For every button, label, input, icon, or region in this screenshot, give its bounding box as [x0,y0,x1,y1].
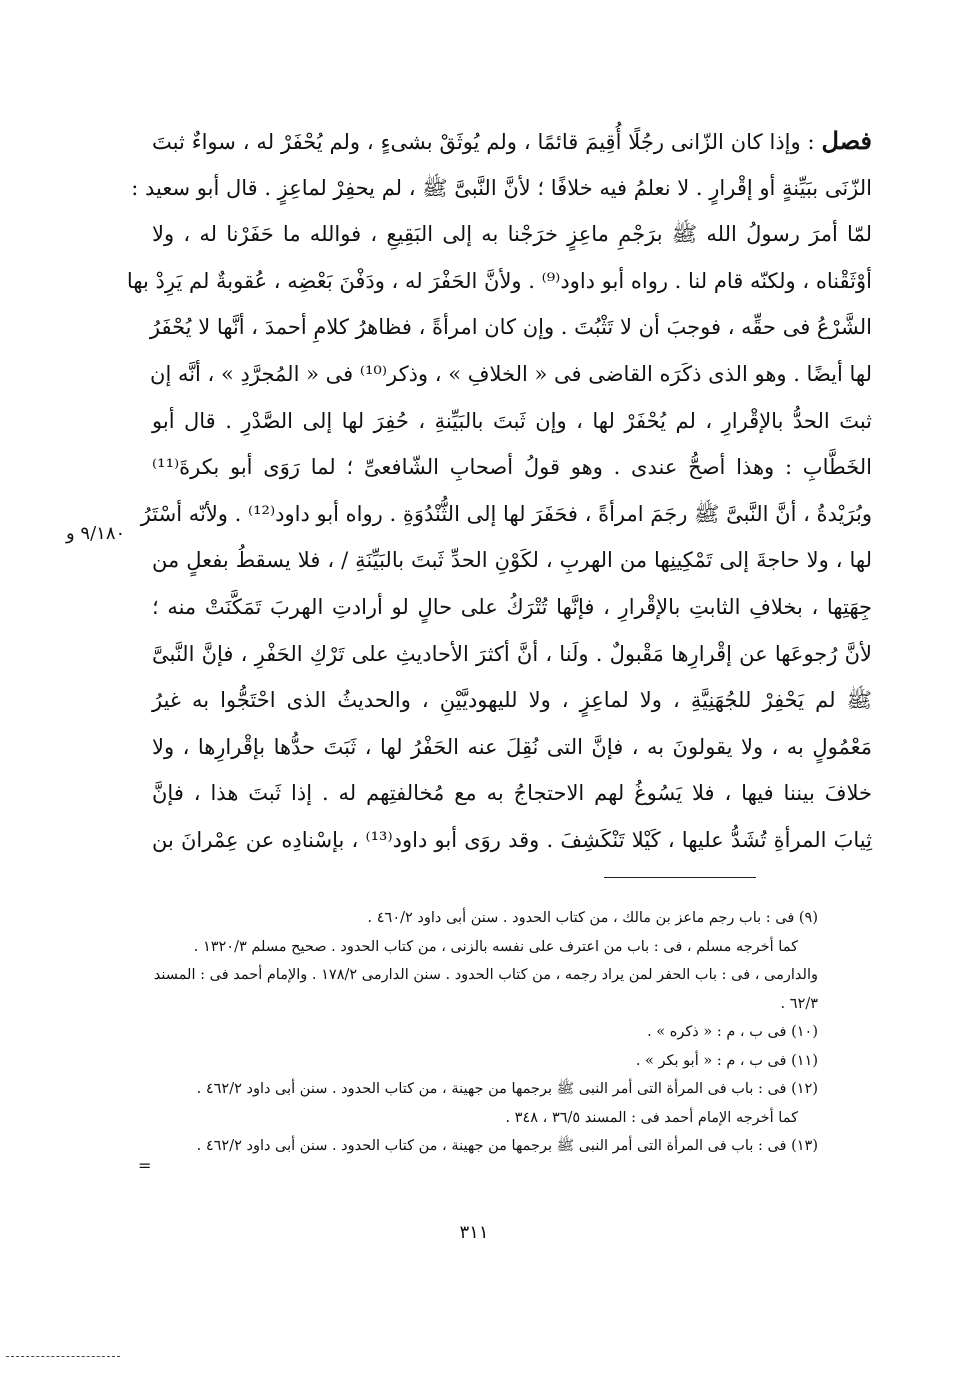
footnote-12-continuation: كما أخرجه الإمام أحمد فى : المسند ٣٦/٥ ، ٣٤٨ . [505,1109,798,1126]
margin-folio-note: ٩/١٨٠ و [66,523,126,544]
text-line-11: جِهَتِها ، بخلافِ الثابتِ بالإقْرارِ ، فإنَّها تُتْرَكُ على حالٍ لو أرادتِ الهربَ تَمَكَّنَتْ منه ؛ [152,594,872,619]
text-line-8: الخَطَّابِ : وهذا أصحُّ عندى . وهو قولُ أصحابِ الشّافعىِّ ؛ لما رَوَى أبو بكرةَ⁽¹¹⁾ [152,455,872,480]
text-line-1 [152,118,872,165]
text-line-15: خلافَ بيننا فيها ، فلا يَسُوغُ لهم الاحتجاجُ به مع مُخالفتِهم له . إذا ثَبتَ هذا ، فإنَّ [152,781,872,806]
text-line-13: ﷺ لم يَحْفِرْ للجُهَنِيَّةِ ، ولا لماعِزٍ ، ولا لليهوديَّيْنِ ، والحديثُ الذى احْتَجُّوا به غيرُ [152,688,872,713]
text-line-9: وبُرَيْدةُ ، أنَّ النَّبىَّ ﷺ رجَمَ امرأةً ، فحَفَرَ لها إلى الثُّنْدُوَةِ . رواه أبو داود⁽¹²⁾ . ولأنّه أسْتَرُ [140,501,872,526]
section-heading: فصل [821,126,872,155]
footnote-9-continuation-2: والدارمى ، فى : باب الحفر لمن يراد رجمه ، من كتاب الحدود . سنن الدارمى ١٧٨/٢ . والإمام أحمد فى : المسند [153,967,818,983]
footnote-10: (١٠) فى ب ، م : « ذكره » . [647,1024,818,1040]
text-line-2: الزّنَى ببَيِّنةٍ أو إقْرارٍ . لا نعلمُ فيه خلافًا ؛ لأنَّ النَّبىَّ ﷺ ، لم يحفِرْ لماعِزٍ . قال أبو سعيد : [131,175,872,200]
footnote-12: (١٢) فى : باب فى المرأة التى أمر النبى ﷺ برجمها من جهينة ، من كتاب الحدود . سنن أبى داود ٤٦٢/٢ . [196,1081,818,1097]
footnote-13: (١٣) فى : باب فى المرأة التى أمر النبى ﷺ برجمها من جهينة ، من كتاب الحدود . سنن أبى داود ٤٦٢/٢ . [196,1138,818,1154]
footnote-9-continuation: كما أخرجه مسلم ، فى : باب من اعترف على نفسه بالزنى ، من كتاب الحدود . صحيح مسلم ١٣٢٠/٣ . [193,938,798,955]
text-line-16: ثِيابَ المرأةِ تُشَدُّ عليها ، كَيْلا تَنْكَشِفَ . وقد روَى أبو داود⁽¹³⁾ ، بإسْنادِه عن عِمْرانَ بن [152,827,872,852]
text-line-14: مَعْمُولٍ به ، ولا يقولونَ به ، فإنَّ التى نُقِلَ عنه الحَفْرُ لها ، ثَبَتَ حدُّها بإقْرارِها ، ولا [152,734,872,759]
scan-edge-mark [6,1356,120,1357]
main-text-block [126,118,872,864]
text-line-3: لمّا أمرَ رسولُ الله ﷺ برَجْمِ ماعِزٍ خرَجْنا به إلى البَقِيعِ ، فوالله ما حَفَرْنا له ، ولا [152,222,872,247]
page-number: ٣١١ [459,1222,489,1243]
footnote-continuation-mark: = [138,1156,152,1175]
footnote-9-continuation-3: ٦٢/٣ . [780,995,818,1012]
footnotes-block [146,904,818,1161]
text-line-4: أوْثَقْناه ، ولكنّه قام لنا . رواه أبو داود⁽⁹⁾ . ولأنَّ الحَفْرَ له ، ودَفْنَ بَعْضِه ، عُقوبةٌ لم يَرِدْ بها [126,268,872,293]
text-line-12: لأنَّ رُجوعَها عن إقْرارِها مَقْبولٌ . ولَنا ، أنَّ أكثرَ الأحاديثِ على تَرْكِ الحَفْرِ ، فإنَّ النَّبىَّ [152,641,872,666]
footnote-9: (٩) فى : باب رجم ماعز بن مالك ، من كتاب الحدود . سنن أبى داود ٤٦٠/٢ . [367,910,818,926]
footnote-separator [604,877,756,878]
text-line-10: لها ، ولا حاجةَ إلى تَمْكِينِها من الهربِ ، لكَوْنِ الحدِّ ثَبتَ بالبَيِّنَةِ / ، فلا يسقطُ بفعلٍ من [152,548,872,573]
footnote-11: (١١) فى ب ، م : « أبو بكر » . [635,1052,818,1069]
text-line-1-body: : وإذا كان الزّانى رجُلًا أُقِيمَ قائمًا ، ولم يُوثَقْ بشىءٍ ، ولم يُحْفَرْ له ، سواءٌ ثبتَ [152,130,815,154]
text-line-5: الشَّرْعُ فى حقِّه ، فوجبَ أن لا تَثْبُتَ . وإن كان امرأةً ، فظاهرُ كلامِ أحمدَ ، أنَّها لا يُحْفَرُ [149,315,872,340]
text-line-6: لها أيضًا . وهو الذى ذكَرَه القاضى فى « الخلافِ » ، وذكر⁽¹⁰⁾ فى « المُجرَّدِ » ، أنَّه إن [150,361,872,386]
text-line-7: ثبتَ الحدُّ بالإقْرارِ ، لم يُحْفَرْ لها ، وإن ثَبتَ بالبَيِّنةِ ، حُفِرَ لها إلى الصَّدْرِ . قال أبو [152,408,872,433]
